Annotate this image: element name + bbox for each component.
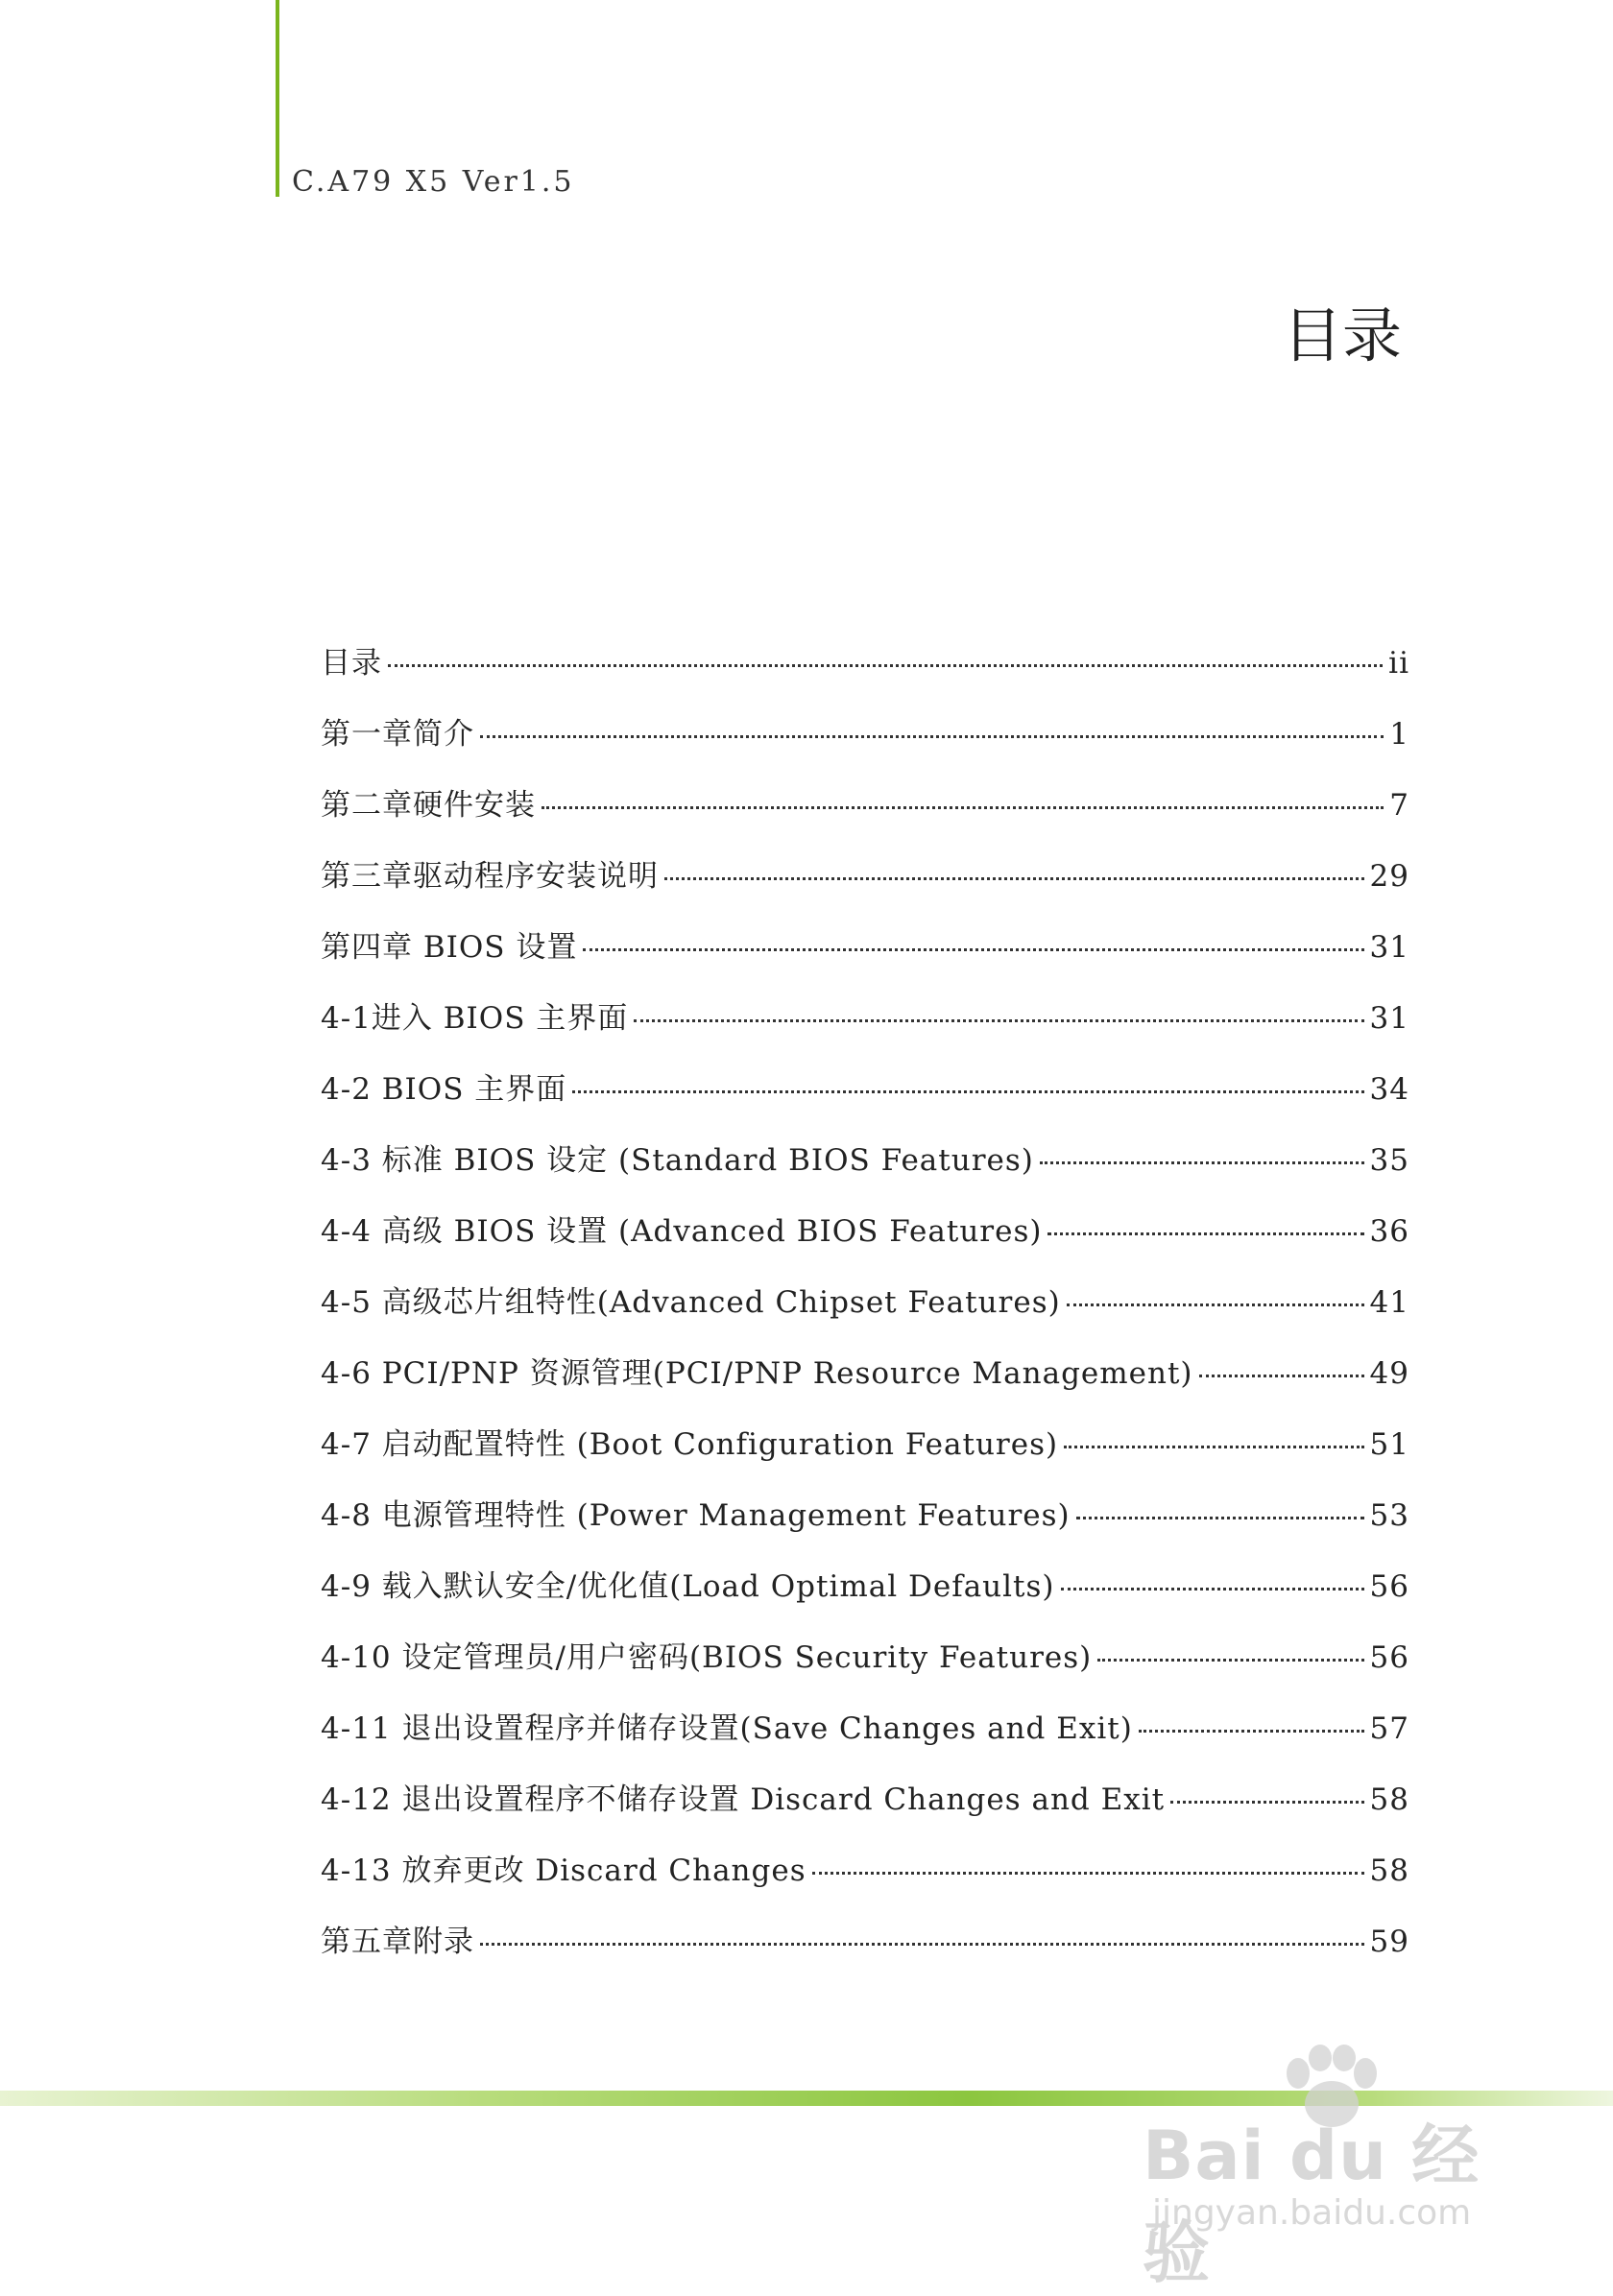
toc-entry-page: 1	[1389, 717, 1409, 752]
toc-entry-title: 第二章硬件安装	[321, 788, 536, 823]
toc-entry-title: 4-4 高级 BIOS 设置 (Advanced BIOS Features)	[321, 1214, 1043, 1249]
toc-entry-title: 4-9 载入默认安全/优化值(Load Optimal Defaults)	[321, 1569, 1055, 1604]
toc-entry-title: 4-3 标准 BIOS 设定 (Standard BIOS Features)	[321, 1143, 1034, 1178]
watermark-url: jingyan.baidu.com	[1152, 2193, 1472, 2233]
toc-dot-leader	[1097, 1659, 1363, 1662]
toc-entry-title: 4-1进入 BIOS 主界面	[321, 1001, 629, 1036]
toc-entry[interactable]	[321, 780, 1409, 851]
toc-entry-page: 51	[1369, 1427, 1409, 1462]
toc-entry-page: 59	[1369, 1925, 1409, 1959]
toc-dot-leader	[1064, 1446, 1363, 1448]
toc-entry[interactable]	[321, 1207, 1409, 1278]
toc-entry-page: 31	[1369, 930, 1409, 965]
toc-dot-leader	[1061, 1588, 1364, 1590]
toc-entry-title: 4-10 设定管理员/用户密码(BIOS Security Features)	[321, 1640, 1093, 1675]
toc-entry[interactable]	[321, 1064, 1409, 1136]
toc-entry[interactable]	[321, 1420, 1409, 1491]
toc-entry-page: ii	[1388, 646, 1409, 681]
toc-dot-leader	[388, 664, 1383, 667]
toc-entry-title: 第三章驱动程序安装说明	[321, 859, 659, 894]
toc-entry-page: 57	[1369, 1711, 1409, 1746]
toc-entry[interactable]	[321, 1917, 1409, 1988]
toc-entry[interactable]	[321, 1278, 1409, 1349]
version-label: C.A79 X5 Ver1.5	[292, 165, 575, 199]
toc-entry[interactable]	[321, 1491, 1409, 1562]
watermark	[1143, 2045, 1527, 2292]
toc-dot-leader	[1199, 1375, 1364, 1377]
toc-entry-page: 58	[1369, 1782, 1409, 1817]
toc-dot-leader	[480, 1943, 1364, 1946]
toc-entry-title: 第四章 BIOS 设置	[321, 930, 578, 965]
toc-entry-title: 第五章附录	[321, 1925, 474, 1959]
toc-entry[interactable]	[321, 1633, 1409, 1704]
toc-entry-page: 7	[1389, 788, 1409, 823]
toc-entry[interactable]	[321, 638, 1409, 709]
toc-entry-title: 4-7 启动配置特性 (Boot Configuration Features)	[321, 1427, 1059, 1462]
toc-entry-page: 49	[1369, 1356, 1409, 1391]
toc-entry-title: 4-6 PCI/PNP 资源管理(PCI/PNP Resource Management)	[321, 1356, 1193, 1391]
toc-entry-page: 53	[1369, 1498, 1409, 1533]
watermark-brand: Bai du 经验	[1143, 2117, 1481, 2292]
table-of-contents	[321, 638, 1409, 1988]
toc-dot-leader	[542, 806, 1384, 809]
toc-entry[interactable]	[321, 922, 1409, 993]
toc-entry-page: 31	[1369, 1001, 1409, 1036]
toc-dot-leader	[583, 948, 1363, 951]
toc-dot-leader	[1047, 1232, 1363, 1235]
header-accent-line	[276, 0, 279, 197]
toc-entry-page: 41	[1369, 1285, 1409, 1320]
page-title: 目录	[1282, 300, 1402, 371]
toc-dot-leader	[480, 735, 1384, 738]
toc-entry-page: 56	[1369, 1640, 1409, 1675]
toc-dot-leader	[1040, 1161, 1364, 1164]
toc-entry[interactable]	[321, 851, 1409, 922]
toc-entry[interactable]	[321, 993, 1409, 1064]
toc-entry[interactable]	[321, 1846, 1409, 1917]
toc-entry[interactable]	[321, 1775, 1409, 1846]
toc-entry-title: 4-11 退出设置程序并储存设置(Save Changes and Exit)	[321, 1711, 1133, 1746]
toc-entry-title: 4-5 高级芯片组特性(Advanced Chipset Features)	[321, 1285, 1061, 1320]
toc-dot-leader	[812, 1872, 1364, 1875]
toc-entry[interactable]	[321, 1136, 1409, 1207]
toc-dot-leader	[1170, 1801, 1363, 1804]
toc-dot-leader	[1076, 1517, 1364, 1519]
toc-dot-leader	[634, 1019, 1363, 1022]
toc-entry[interactable]	[321, 709, 1409, 780]
toc-entry-page: 58	[1369, 1854, 1409, 1888]
toc-entry-page: 29	[1369, 859, 1409, 894]
toc-entry-title: 4-8 电源管理特性 (Power Management Features)	[321, 1498, 1071, 1533]
toc-dot-leader	[1139, 1730, 1364, 1733]
toc-entry[interactable]	[321, 1562, 1409, 1633]
toc-entry-page: 56	[1369, 1569, 1409, 1604]
toc-entry-title: 目录	[321, 646, 382, 681]
toc-entry-title: 4-12 退出设置程序不储存设置 Discard Changes and Exit	[321, 1782, 1166, 1817]
toc-entry-page: 34	[1369, 1072, 1409, 1107]
toc-entry-page: 36	[1369, 1214, 1409, 1249]
toc-dot-leader	[1067, 1303, 1364, 1306]
toc-entry-page: 35	[1369, 1143, 1409, 1178]
toc-entry-title: 第一章简介	[321, 717, 474, 752]
toc-entry[interactable]	[321, 1349, 1409, 1420]
toc-entry-title: 4-2 BIOS 主界面	[321, 1072, 567, 1107]
toc-dot-leader	[664, 877, 1364, 880]
toc-entry[interactable]	[321, 1704, 1409, 1775]
toc-entry-title: 4-13 放弃更改 Discard Changes	[321, 1854, 806, 1888]
toc-dot-leader	[572, 1090, 1363, 1093]
